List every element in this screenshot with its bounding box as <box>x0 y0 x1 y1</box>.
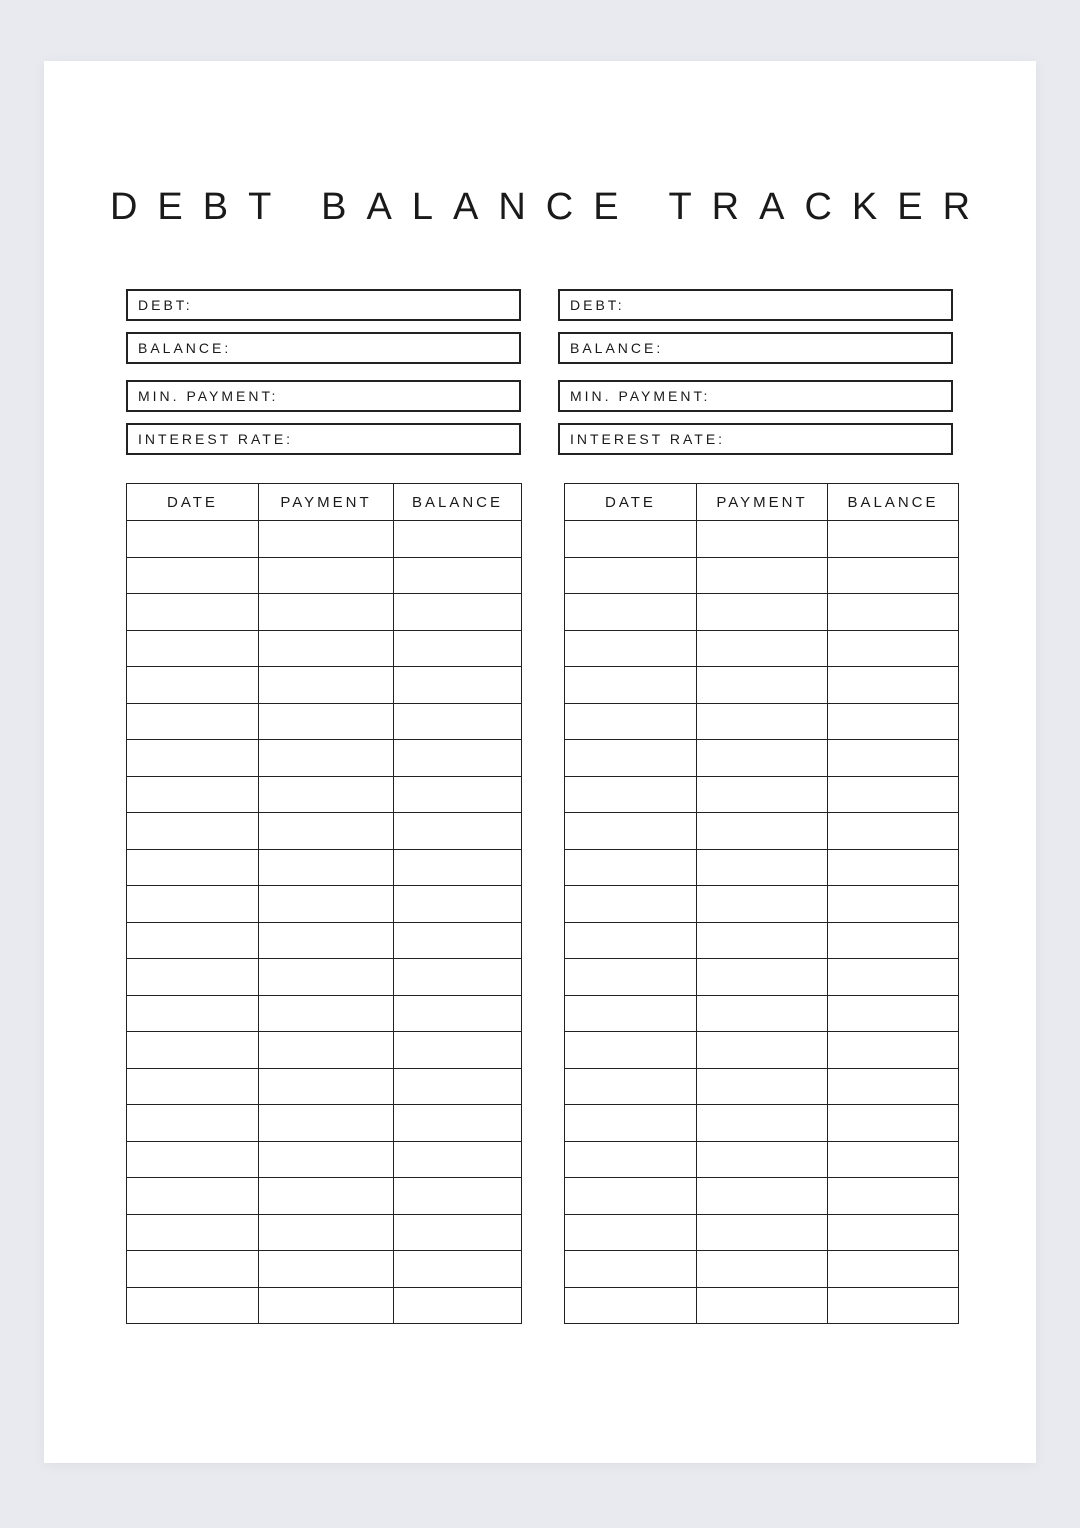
cell-date[interactable] <box>127 813 259 850</box>
cell-payment[interactable] <box>259 849 394 886</box>
cell-date[interactable] <box>565 995 697 1032</box>
table-row <box>565 849 959 886</box>
cell-payment[interactable] <box>259 886 394 923</box>
cell-date[interactable] <box>127 667 259 704</box>
cell-date[interactable] <box>127 959 259 996</box>
cell-date[interactable] <box>127 703 259 740</box>
field-balance[interactable]: BALANCE: <box>558 332 953 364</box>
cell-balance[interactable] <box>394 959 522 996</box>
cell-balance[interactable] <box>394 1178 522 1215</box>
table-row <box>565 594 959 631</box>
cell-balance[interactable] <box>828 740 959 777</box>
cell-balance[interactable] <box>828 1178 959 1215</box>
cell-balance[interactable] <box>828 1105 959 1142</box>
cell-payment[interactable] <box>259 1141 394 1178</box>
cell-balance[interactable] <box>394 813 522 850</box>
cell-date[interactable] <box>127 922 259 959</box>
cell-date[interactable] <box>565 1178 697 1215</box>
cell-payment[interactable] <box>259 630 394 667</box>
table-row <box>127 995 522 1032</box>
cell-date[interactable] <box>565 1251 697 1288</box>
cell-date[interactable] <box>127 849 259 886</box>
cell-payment[interactable] <box>697 1068 828 1105</box>
cell-balance[interactable] <box>394 740 522 777</box>
column-header-date: DATE <box>565 484 697 521</box>
field-debt[interactable]: DEBT: <box>558 289 953 321</box>
cell-date[interactable] <box>127 886 259 923</box>
table-row <box>565 1287 959 1324</box>
cell-payment[interactable] <box>697 886 828 923</box>
cell-payment[interactable] <box>697 776 828 813</box>
cell-date[interactable] <box>127 1032 259 1069</box>
field-debt[interactable]: DEBT: <box>126 289 521 321</box>
cell-payment[interactable] <box>697 740 828 777</box>
cell-balance[interactable] <box>394 922 522 959</box>
cell-date[interactable] <box>565 1032 697 1069</box>
cell-balance[interactable] <box>828 995 959 1032</box>
cell-date[interactable] <box>127 740 259 777</box>
cell-balance[interactable] <box>394 1141 522 1178</box>
column-header-payment: PAYMENT <box>259 484 394 521</box>
tracker-table <box>126 483 522 1324</box>
cell-date[interactable] <box>565 1068 697 1105</box>
cell-payment[interactable] <box>259 1105 394 1142</box>
cell-payment[interactable] <box>259 995 394 1032</box>
column-header-date: DATE <box>127 484 259 521</box>
table-row <box>565 1251 959 1288</box>
cell-payment[interactable] <box>259 959 394 996</box>
table-row <box>127 922 522 959</box>
cell-payment[interactable] <box>259 776 394 813</box>
cell-payment[interactable] <box>697 1287 828 1324</box>
table-row <box>565 813 959 850</box>
cell-date[interactable] <box>565 630 697 667</box>
cell-balance[interactable] <box>394 1251 522 1288</box>
cell-payment[interactable] <box>259 1068 394 1105</box>
table-row <box>127 1068 522 1105</box>
table-row <box>127 594 522 631</box>
cell-payment[interactable] <box>697 959 828 996</box>
table-header <box>127 484 522 521</box>
cell-date[interactable] <box>565 959 697 996</box>
cell-balance[interactable] <box>828 667 959 704</box>
cell-payment[interactable] <box>697 813 828 850</box>
cell-balance[interactable] <box>394 667 522 704</box>
table-row <box>127 1105 522 1142</box>
cell-date[interactable] <box>565 594 697 631</box>
table-row <box>127 1214 522 1251</box>
table-row <box>565 740 959 777</box>
table-row <box>127 557 522 594</box>
cell-date[interactable] <box>565 1141 697 1178</box>
cell-date[interactable] <box>565 703 697 740</box>
cell-balance[interactable] <box>828 594 959 631</box>
cell-payment[interactable] <box>259 1251 394 1288</box>
cell-date[interactable] <box>565 1214 697 1251</box>
table-row <box>565 886 959 923</box>
cell-date[interactable] <box>565 813 697 850</box>
field-min-payment[interactable]: MIN. PAYMENT: <box>126 380 521 412</box>
table-row <box>127 776 522 813</box>
cell-payment[interactable] <box>259 521 394 558</box>
cell-payment[interactable] <box>697 667 828 704</box>
table-row <box>565 776 959 813</box>
table-row <box>565 959 959 996</box>
cell-payment[interactable] <box>697 995 828 1032</box>
column-header-payment: PAYMENT <box>697 484 828 521</box>
table-row <box>565 1141 959 1178</box>
field-interest-rate[interactable]: INTEREST RATE: <box>126 423 521 455</box>
column-header-balance: BALANCE <box>828 484 959 521</box>
cell-balance[interactable] <box>394 557 522 594</box>
cell-balance[interactable] <box>828 922 959 959</box>
field-interest-rate[interactable]: INTEREST RATE: <box>558 423 953 455</box>
cell-balance[interactable] <box>828 1214 959 1251</box>
cell-payment[interactable] <box>259 922 394 959</box>
cell-payment[interactable] <box>259 1178 394 1215</box>
table-row <box>127 813 522 850</box>
cell-balance[interactable] <box>394 1068 522 1105</box>
table-row <box>565 995 959 1032</box>
table-row <box>127 886 522 923</box>
cell-date[interactable] <box>127 1068 259 1105</box>
cell-date[interactable] <box>565 776 697 813</box>
cell-balance[interactable] <box>394 521 522 558</box>
cell-payment[interactable] <box>259 1287 394 1324</box>
cell-balance[interactable] <box>828 1032 959 1069</box>
cell-balance[interactable] <box>828 630 959 667</box>
table-row <box>565 703 959 740</box>
page-title: DEBT BALANCE TRACKER <box>109 186 991 228</box>
table-row <box>565 521 959 558</box>
cell-payment[interactable] <box>697 1214 828 1251</box>
cell-date[interactable] <box>565 1287 697 1324</box>
cell-balance[interactable] <box>394 886 522 923</box>
cell-date[interactable] <box>127 1105 259 1142</box>
table-row <box>127 521 522 558</box>
cell-date[interactable] <box>127 594 259 631</box>
table-row <box>127 849 522 886</box>
field-balance[interactable]: BALANCE: <box>126 332 521 364</box>
cell-balance[interactable] <box>394 1105 522 1142</box>
cell-date[interactable] <box>127 995 259 1032</box>
cell-payment[interactable] <box>697 1032 828 1069</box>
cell-balance[interactable] <box>828 849 959 886</box>
cell-date[interactable] <box>565 886 697 923</box>
cell-payment[interactable] <box>697 521 828 558</box>
table-row <box>127 667 522 704</box>
table-row <box>565 630 959 667</box>
cell-payment[interactable] <box>259 703 394 740</box>
cell-date[interactable] <box>565 922 697 959</box>
cell-date[interactable] <box>565 667 697 704</box>
cell-date[interactable] <box>127 1178 259 1215</box>
table-row <box>127 1178 522 1215</box>
cell-balance[interactable] <box>394 1287 522 1324</box>
cell-balance[interactable] <box>394 1214 522 1251</box>
cell-payment[interactable] <box>697 1105 828 1142</box>
cell-payment[interactable] <box>259 740 394 777</box>
table-row <box>127 740 522 777</box>
cell-balance[interactable] <box>828 1068 959 1105</box>
cell-payment[interactable] <box>697 1141 828 1178</box>
cell-balance[interactable] <box>828 776 959 813</box>
column-header-balance: BALANCE <box>394 484 522 521</box>
table-header <box>565 484 959 521</box>
cell-payment[interactable] <box>259 594 394 631</box>
table-row <box>565 1032 959 1069</box>
table-row <box>127 959 522 996</box>
cell-date[interactable] <box>565 557 697 594</box>
cell-payment[interactable] <box>697 703 828 740</box>
table-row <box>565 667 959 704</box>
cell-balance[interactable] <box>394 630 522 667</box>
cell-payment[interactable] <box>697 922 828 959</box>
cell-balance[interactable] <box>828 813 959 850</box>
cell-payment[interactable] <box>697 630 828 667</box>
cell-date[interactable] <box>127 1141 259 1178</box>
table-row <box>565 1068 959 1105</box>
cell-balance[interactable] <box>828 1251 959 1288</box>
table-row <box>127 630 522 667</box>
cell-balance[interactable] <box>828 886 959 923</box>
cell-balance[interactable] <box>394 995 522 1032</box>
table-row <box>127 1032 522 1069</box>
table-row <box>565 557 959 594</box>
cell-date[interactable] <box>127 1287 259 1324</box>
cell-balance[interactable] <box>828 959 959 996</box>
cell-date[interactable] <box>127 1214 259 1251</box>
table-row <box>127 1141 522 1178</box>
cell-balance[interactable] <box>394 849 522 886</box>
cell-balance[interactable] <box>828 521 959 558</box>
table-row <box>565 922 959 959</box>
cell-balance[interactable] <box>394 594 522 631</box>
table-row <box>127 1287 522 1324</box>
cell-balance[interactable] <box>394 703 522 740</box>
cell-payment[interactable] <box>259 1214 394 1251</box>
cell-date[interactable] <box>565 740 697 777</box>
table-row <box>565 1214 959 1251</box>
cell-balance[interactable] <box>394 776 522 813</box>
field-min-payment[interactable]: MIN. PAYMENT: <box>558 380 953 412</box>
cell-payment[interactable] <box>697 557 828 594</box>
table-row <box>127 703 522 740</box>
cell-date[interactable] <box>565 849 697 886</box>
cell-date[interactable] <box>565 521 697 558</box>
cell-balance[interactable] <box>828 1287 959 1324</box>
table-row <box>565 1178 959 1215</box>
cell-date[interactable] <box>127 776 259 813</box>
cell-payment[interactable] <box>697 1178 828 1215</box>
cell-payment[interactable] <box>259 1032 394 1069</box>
cell-date[interactable] <box>565 1105 697 1142</box>
tracker-table <box>564 483 959 1324</box>
cell-payment[interactable] <box>697 849 828 886</box>
cell-payment[interactable] <box>259 557 394 594</box>
cell-balance[interactable] <box>394 1032 522 1069</box>
table-row <box>127 1251 522 1288</box>
cell-payment[interactable] <box>259 667 394 704</box>
cell-date[interactable] <box>127 630 259 667</box>
cell-date[interactable] <box>127 557 259 594</box>
cell-balance[interactable] <box>828 1141 959 1178</box>
cell-payment[interactable] <box>697 594 828 631</box>
table-row <box>565 1105 959 1142</box>
cell-date[interactable] <box>127 1251 259 1288</box>
cell-balance[interactable] <box>828 557 959 594</box>
cell-payment[interactable] <box>259 813 394 850</box>
cell-payment[interactable] <box>697 1251 828 1288</box>
cell-date[interactable] <box>127 521 259 558</box>
cell-balance[interactable] <box>828 703 959 740</box>
